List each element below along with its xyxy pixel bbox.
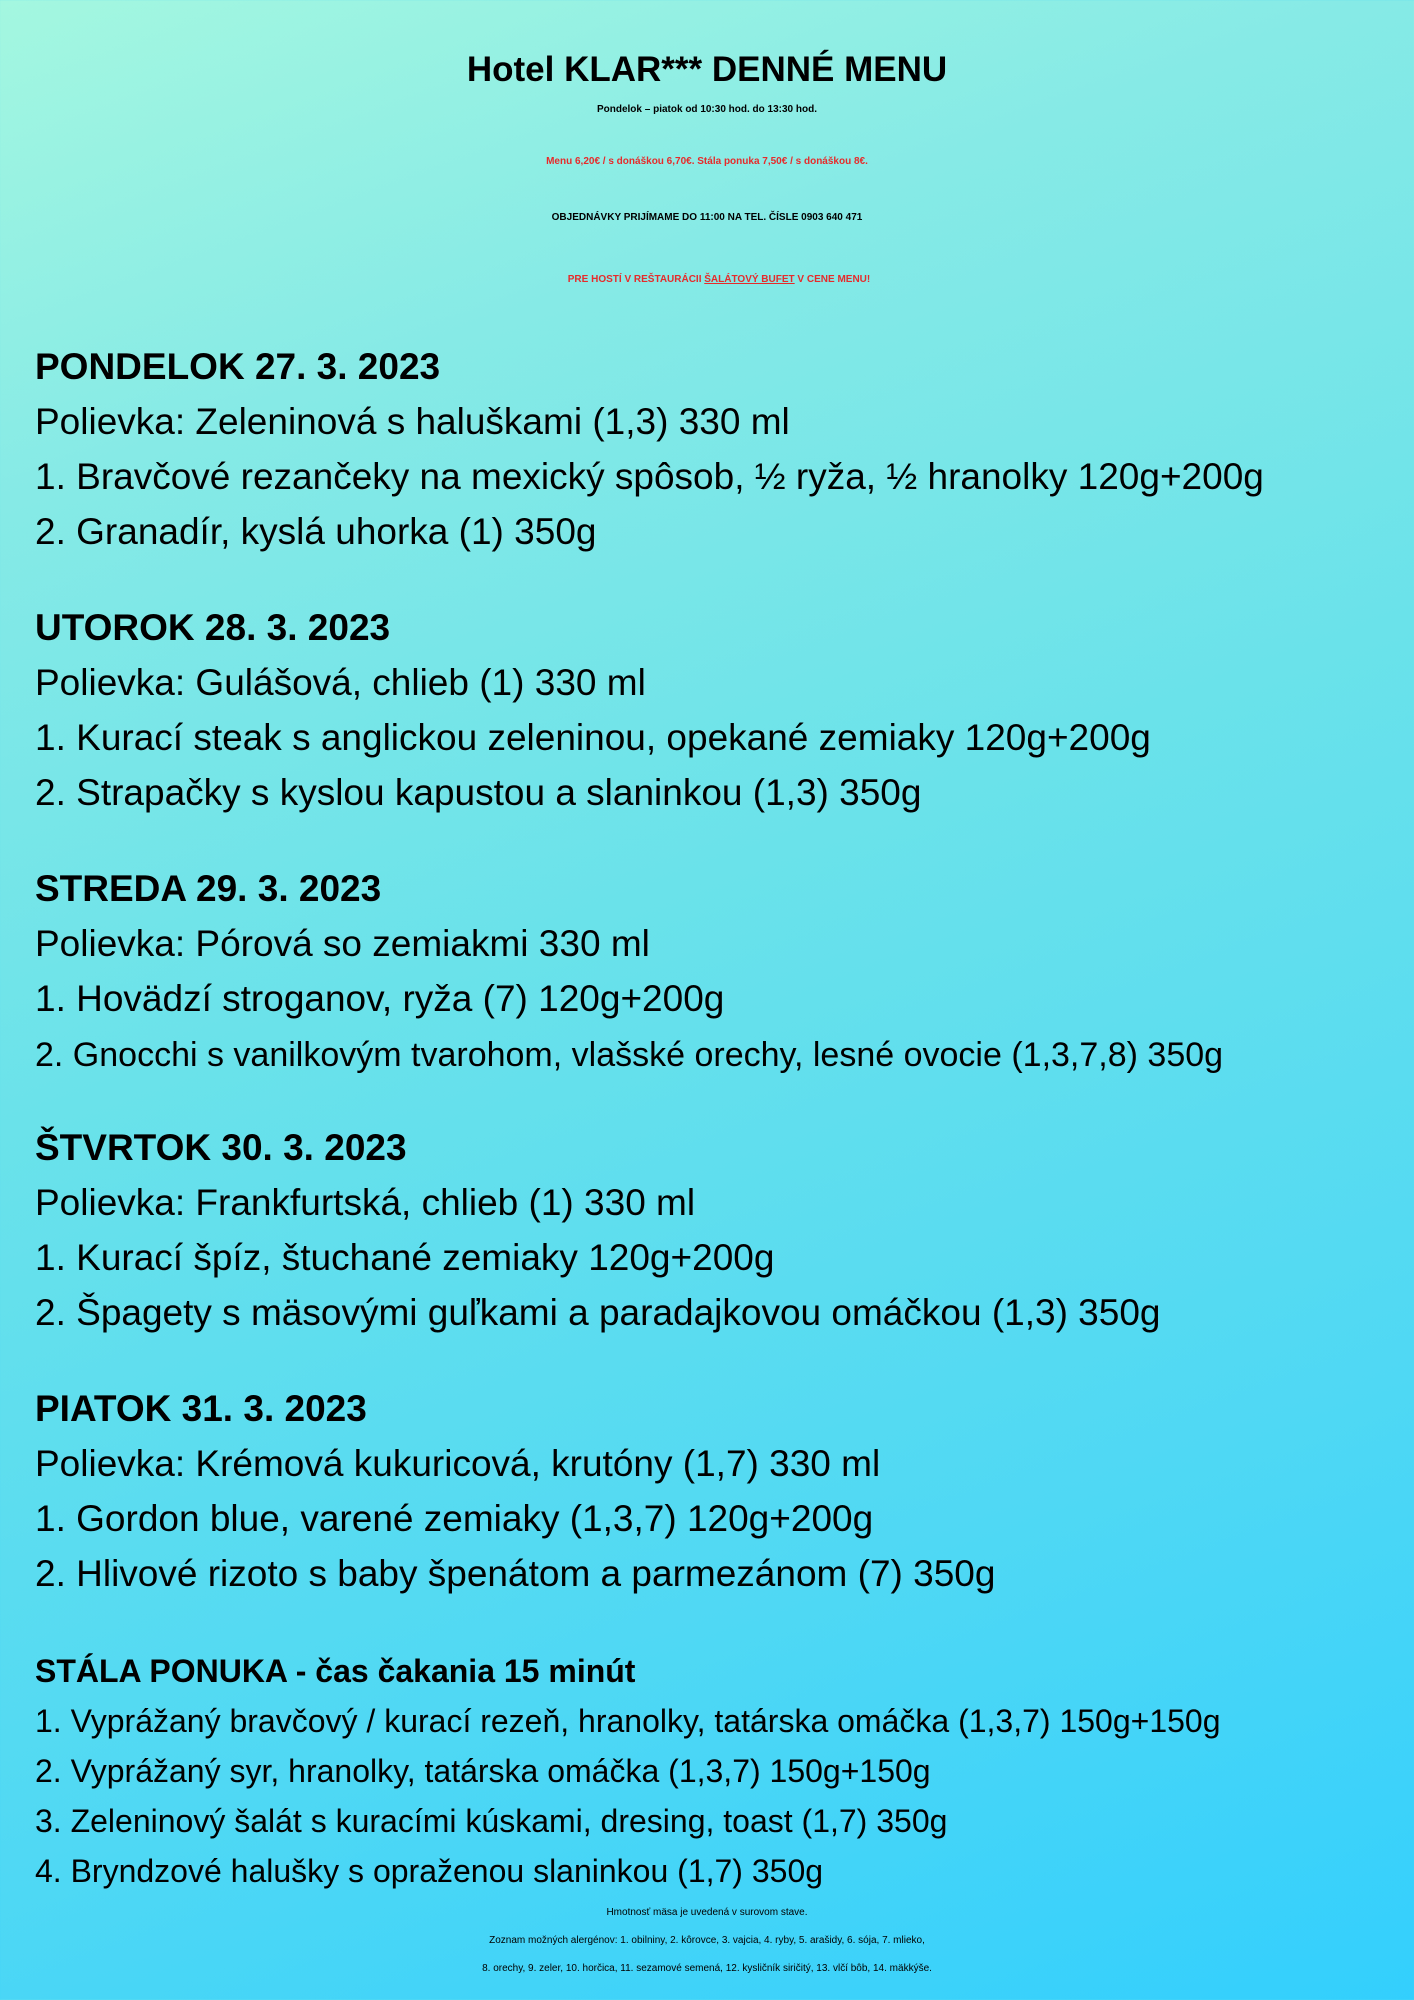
dish2-thursday: 2. Špagety s mäsovými guľkami a paradajkovou omáčkou (1,3) 350g	[35, 1292, 1161, 1333]
footer-weight-note: Hmotnosť mäsa je uvedená v surovom stave.	[606, 1907, 808, 1918]
buffet-text-post: V CENE MENU!	[794, 274, 871, 285]
order-info: OBJEDNÁVKY PRIJÍMAME DO 11:00 NA TEL. ČÍSLE 0903 640 471	[551, 212, 863, 223]
dish2-monday: 2. Granadír, kyslá uhorka (1) 350g	[35, 511, 597, 552]
opening-hours: Pondelok – piatok od 10:30 hod. do 13:30 hod.	[596, 104, 818, 115]
dish2-friday: 2. Hlivové rizoto s baby špenátom a parmezánom (7) 350g	[35, 1553, 996, 1594]
buffet-text-pre: PRE HOSTÍ V REŠTAURÁCII	[567, 274, 705, 285]
standing-item-4: 4. Bryndzové halušky s opraženou slaninkou (1,7) 350g	[35, 1853, 824, 1889]
day-title-wednesday: STREDA 29. 3. 2023	[35, 868, 382, 909]
dish2-tuesday: 2. Strapačky s kyslou kapustou a slaninkou (1,3) 350g	[35, 772, 922, 813]
soup-friday: Polievka: Krémová kukuricová, krutóny (1,7) 330 ml	[35, 1443, 881, 1484]
day-title-monday: PONDELOK 27. 3. 2023	[35, 346, 441, 387]
menu-title: Hotel KLAR*** DENNÉ MENU	[466, 50, 948, 89]
dish2-wednesday: 2. Gnocchi s vanilkovým tvarohom, vlašské orechy, lesné ovocie (1,3,7,8) 350g	[35, 1036, 1224, 1074]
soup-monday: Polievka: Zeleninová s haluškami (1,3) 330 ml	[35, 401, 790, 442]
standing-offer-title: STÁLA PONUKA - čas čakania 15 minút	[35, 1653, 636, 1689]
dish1-friday: 1. Gordon blue, varené zemiaky (1,3,7) 120g+200g	[35, 1498, 874, 1539]
dish1-wednesday: 1. Hovädzí stroganov, ryža (7) 120g+200g	[35, 978, 725, 1019]
day-title-friday: PIATOK 31. 3. 2023	[35, 1388, 367, 1429]
standing-item-1: 1. Vyprážaný bravčový / kurací rezeň, hranolky, tatárska omáčka (1,3,7) 150g+150g	[35, 1703, 1221, 1739]
soup-tuesday: Polievka: Gulášová, chlieb (1) 330 ml	[35, 662, 646, 703]
buffet-highlight: ŠALÁTOVÝ BUFET	[704, 274, 795, 285]
day-title-tuesday: UTOROK 28. 3. 2023	[35, 607, 391, 648]
footer-allergens-2: 8. orechy, 9. zeler, 10. horčica, 11. sezamové semená, 12. kysličník siričitý, 13. vlčí bôb, 14. mäkkýše.	[482, 1963, 932, 1974]
footer-allergens-1: Zoznam možných alergénov: 1. obilniny, 2. kôrovce, 3. vajcia, 4. ryby, 5. arašidy, 6. sója, 7. mlieko,	[489, 1935, 925, 1946]
soup-wednesday: Polievka: Pórová so zemiakmi 330 ml	[35, 923, 650, 964]
day-title-thursday: ŠTVRTOK 30. 3. 2023	[35, 1127, 407, 1168]
dish1-monday: 1. Bravčové rezančeky na mexický spôsob, ½ ryža, ½ hranolky 120g+200g	[35, 456, 1264, 497]
standing-item-2: 2. Vyprážaný syr, hranolky, tatárska omáčka (1,3,7) 150g+150g	[35, 1753, 931, 1789]
soup-thursday: Polievka: Frankfurtská, chlieb (1) 330 ml	[35, 1182, 696, 1223]
price-info: Menu 6,20€ / s donáškou 6,70€. Stála ponuka 7,50€ / s donáškou 8€.	[546, 156, 868, 167]
dish1-tuesday: 1. Kurací steak s anglickou zeleninou, opekané zemiaky 120g+200g	[35, 717, 1151, 758]
dish1-thursday: 1. Kurací špíz, štuchané zemiaky 120g+200g	[35, 1237, 775, 1278]
buffet-info	[12, 274, 1414, 285]
standing-item-3: 3. Zeleninový šalát s kuracími kúskami, dresing, toast (1,7) 350g	[35, 1803, 948, 1839]
